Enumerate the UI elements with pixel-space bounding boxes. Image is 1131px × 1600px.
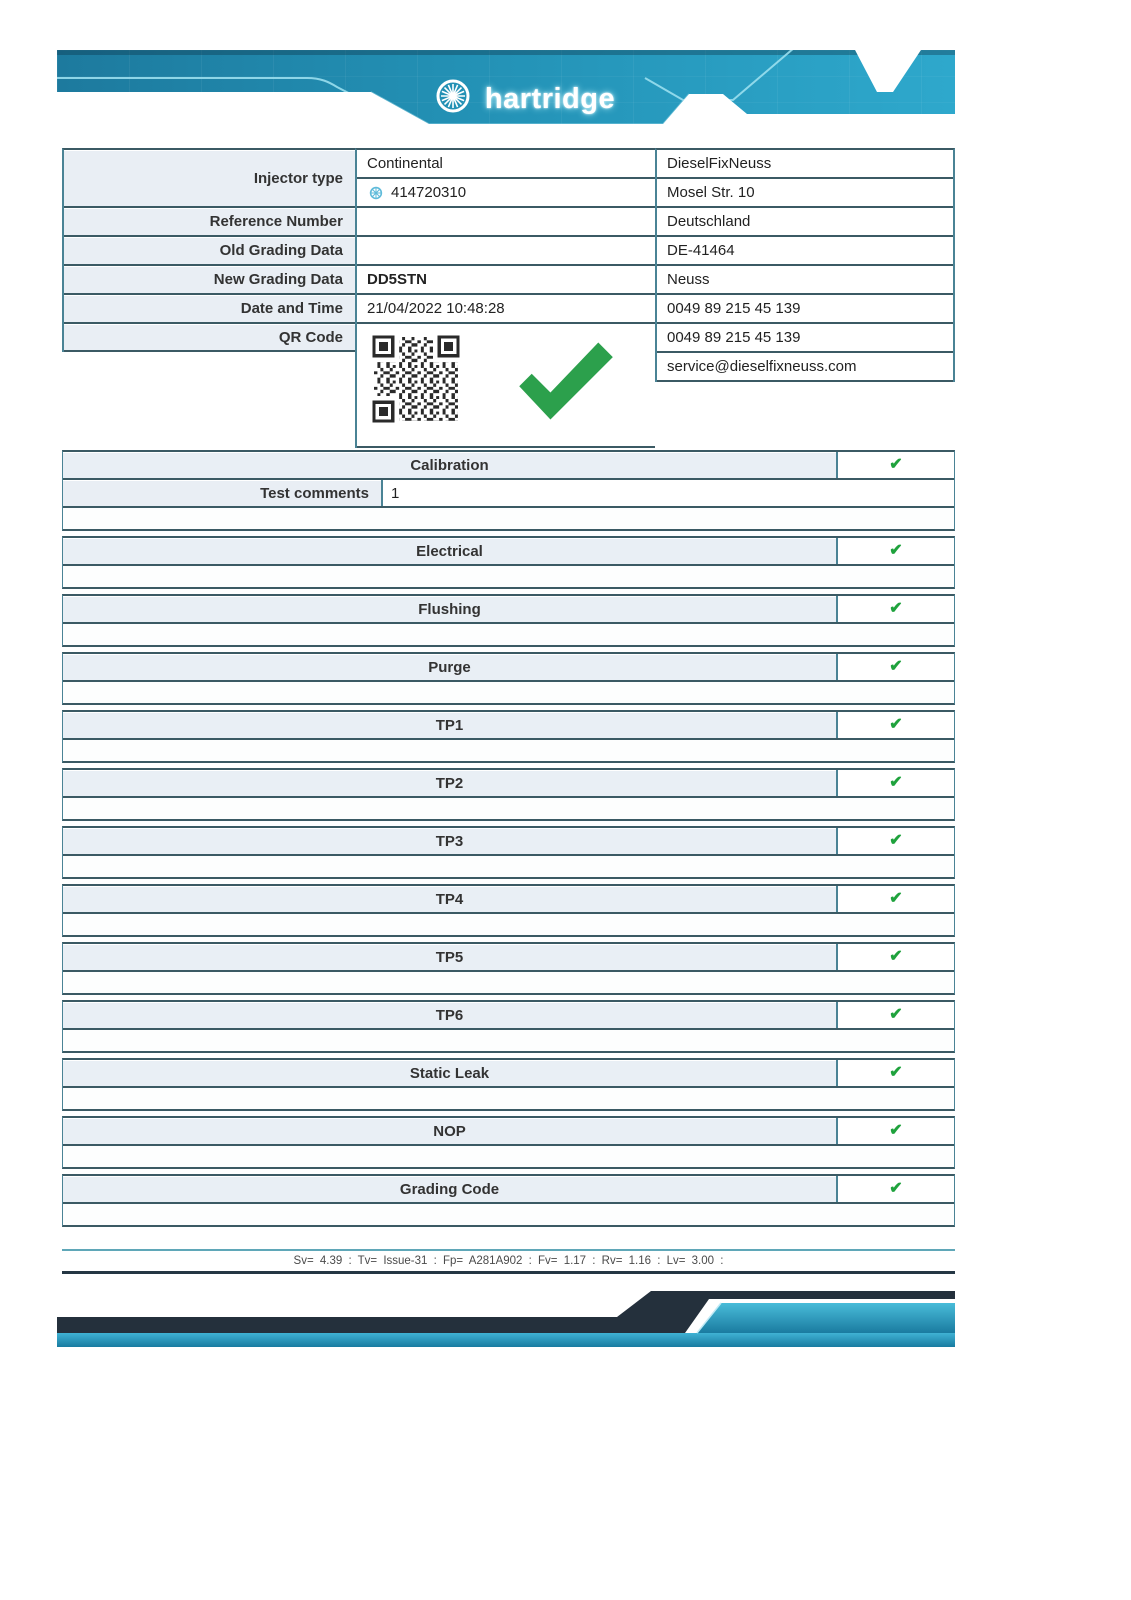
- section-flushing: [62, 594, 955, 647]
- contact-fax: 0049 89 215 45 139: [657, 324, 953, 353]
- section-status-cell: [836, 1060, 954, 1086]
- section-title: Electrical: [63, 538, 836, 564]
- section-tp6: [62, 1000, 955, 1053]
- contact-column: [655, 148, 955, 382]
- check-icon: ✔: [889, 890, 903, 907]
- check-icon: ✔: [889, 600, 903, 617]
- check-icon: ✔: [889, 658, 903, 675]
- section-detail-row: [63, 738, 954, 761]
- section-detail-row: [63, 680, 954, 703]
- hartridge-logo: [435, 78, 665, 120]
- section-detail-row: [63, 1144, 954, 1167]
- section-title: TP5: [63, 944, 836, 970]
- contact-email: service@dieselfixneuss.com: [657, 353, 953, 382]
- check-icon: ✔: [889, 716, 903, 733]
- check-icon: ✔: [889, 542, 903, 559]
- check-icon: ✔: [889, 1006, 903, 1023]
- section-detail-row: [63, 1202, 954, 1225]
- section-grading-code: [62, 1174, 955, 1227]
- section-status-cell: [836, 886, 954, 912]
- header-banner: [57, 50, 955, 128]
- pass-check-large-icon: [513, 338, 617, 422]
- section-status-cell: [836, 828, 954, 854]
- section-tp1: [62, 710, 955, 763]
- check-icon: ✔: [889, 1180, 903, 1197]
- footer-banner-art: [57, 1285, 955, 1347]
- section-title: TP1: [63, 712, 836, 738]
- section-title: Purge: [63, 654, 836, 680]
- section-status-cell: [836, 1002, 954, 1028]
- section-detail-row: [63, 1028, 954, 1051]
- date-time-value: 21/04/2022 10:48:28: [357, 295, 655, 324]
- section-electrical: [62, 536, 955, 589]
- section-detail-row: [63, 912, 954, 935]
- old-grading-label: Old Grading Data: [64, 237, 355, 266]
- version-info-row: [62, 1249, 955, 1274]
- version-line: Sv= 4.39 : Tv= Issue-31 : Fp= A281A902 : Fv= 1.17 : Rv= 1.16 : Lv= 3.00 :: [293, 1255, 724, 1267]
- section-detail-row: [63, 1086, 954, 1109]
- check-icon: ✔: [889, 456, 903, 473]
- contact-city: Neuss: [657, 266, 953, 295]
- section-title: NOP: [63, 1118, 836, 1144]
- check-icon: ✔: [889, 1064, 903, 1081]
- check-icon: ✔: [889, 832, 903, 849]
- section-title: Flushing: [63, 596, 836, 622]
- info-label-column: [62, 148, 355, 352]
- section-title: TP3: [63, 828, 836, 854]
- section-status-cell: [836, 596, 954, 622]
- injector-number-row: [357, 179, 655, 208]
- injector-type-label: Injector type: [64, 150, 355, 208]
- section-status-cell: [836, 1118, 954, 1144]
- section-static-leak: [62, 1058, 955, 1111]
- section-status-cell: [836, 654, 954, 680]
- test-comments-value: 1: [391, 484, 400, 502]
- section-tp5: [62, 942, 955, 995]
- section-tp2: [62, 768, 955, 821]
- section-status-cell: [836, 1176, 954, 1202]
- new-grading-value: DD5STN: [357, 266, 655, 295]
- info-value-column: [355, 148, 655, 448]
- footer-banner: [57, 1285, 955, 1347]
- part-gear-icon: [369, 186, 383, 200]
- check-icon: ✔: [889, 1122, 903, 1139]
- check-icon: ✔: [889, 948, 903, 965]
- section-status-cell: [836, 712, 954, 738]
- section-status-cell: [836, 538, 954, 564]
- section-title: TP4: [63, 886, 836, 912]
- contact-name: DieselFixNeuss: [657, 150, 953, 179]
- test-comments-row: [63, 478, 954, 506]
- section-tp4: [62, 884, 955, 937]
- section-status-cell: [836, 452, 954, 478]
- section-purge: [62, 652, 955, 705]
- injector-number-value: 414720310: [391, 184, 467, 201]
- contact-country: Deutschland: [657, 208, 953, 237]
- section-nop: [62, 1116, 955, 1169]
- check-icon: ✔: [889, 774, 903, 791]
- injector-make-value: Continental: [357, 150, 655, 179]
- qr-code-label: QR Code: [64, 324, 355, 352]
- date-time-label: Date and Time: [64, 295, 355, 324]
- contact-postcode: DE-41464: [657, 237, 953, 266]
- section-status-cell: [836, 944, 954, 970]
- section-title: TP6: [63, 1002, 836, 1028]
- section-detail-row: [63, 854, 954, 877]
- new-grading-label: New Grading Data: [64, 266, 355, 295]
- wheel-icon: [435, 78, 471, 114]
- section-tp3: [62, 826, 955, 879]
- logo-text: hartridge: [484, 82, 616, 115]
- old-grading-value: [357, 237, 655, 266]
- section-status-cell: [836, 770, 954, 796]
- qr-code-image: [371, 334, 461, 424]
- section-title: Calibration: [63, 452, 836, 478]
- test-comments-label: Test comments: [63, 480, 383, 506]
- qr-result-cell: [357, 324, 655, 448]
- section-detail-row: [63, 796, 954, 819]
- contact-street: Mosel Str. 10: [657, 179, 953, 208]
- section-title: Static Leak: [63, 1060, 836, 1086]
- section-detail-row: [63, 506, 954, 529]
- section-detail-row: [63, 622, 954, 645]
- section-detail-row: [63, 564, 954, 587]
- section-detail-row: [63, 970, 954, 993]
- section-title: TP2: [63, 770, 836, 796]
- section-calibration: [62, 450, 955, 531]
- test-results: [62, 450, 955, 1274]
- reference-number-value: [357, 208, 655, 237]
- section-title: Grading Code: [63, 1176, 836, 1202]
- reference-number-label: Reference Number: [64, 208, 355, 237]
- contact-phone: 0049 89 215 45 139: [657, 295, 953, 324]
